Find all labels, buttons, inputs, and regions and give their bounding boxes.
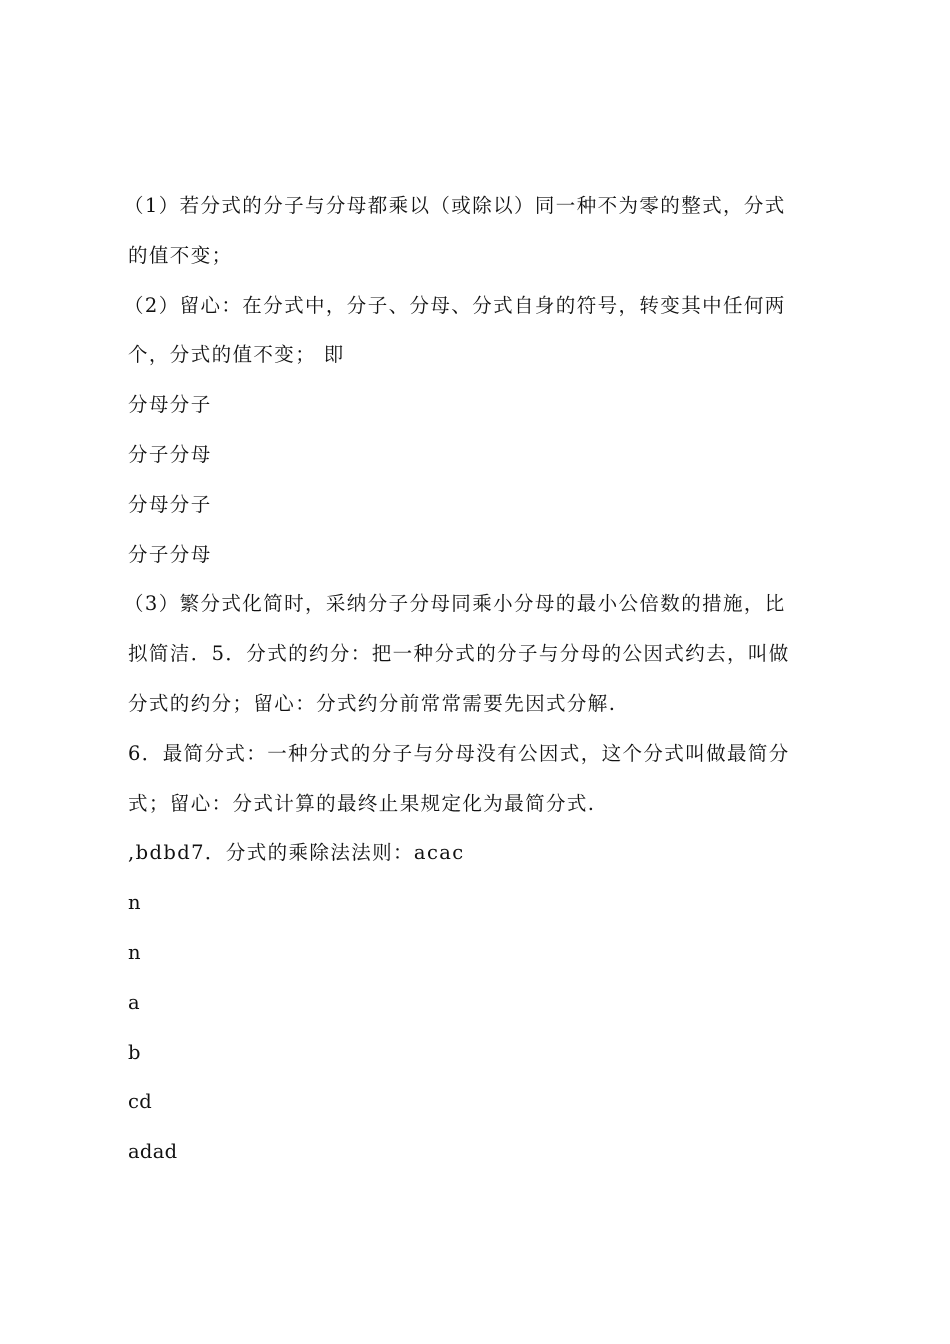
text-line-7: 分母分子 bbox=[128, 492, 212, 516]
text-line-15: n bbox=[128, 891, 141, 915]
text-line-19: cd bbox=[128, 1090, 153, 1114]
text-line-8: 分子分母 bbox=[128, 542, 212, 566]
text-line-11: 分式的约分；留心：分式约分前常常需要先因式分解. bbox=[128, 691, 617, 715]
text-line-13: 式；留心：分式计算的最终止果规定化为最简分式. bbox=[128, 791, 596, 815]
text-line-17: a bbox=[128, 990, 140, 1014]
text-line-3: （2）留心：在分式中，分子、分母、分式自身的符号，转变其中任何两 bbox=[124, 293, 786, 317]
text-line-1: （1）若分式的分子与分母都乘以（或除以）同一种不为零的整式，分式 bbox=[124, 194, 786, 217]
text-line-10: 拟简洁．5．分式的约分：把一种分式的分子与分母的公因式约去，叫做 bbox=[128, 642, 790, 666]
text-line-12: 6．最简分式：一种分式的分子与分母没有公因式，这个分式叫做最简分 bbox=[128, 741, 790, 765]
text-line-2: 的值不变； bbox=[128, 243, 233, 267]
text-line-9: （3）繁分式化简时，采纳分子分母同乘小分母的最小公倍数的措施，比 bbox=[124, 592, 786, 616]
text-line-18: b bbox=[128, 1040, 141, 1064]
text-line-4: 个，分式的值不变； 即 bbox=[128, 343, 345, 367]
text-line-14: ,bdbd7．分式的乘除法法则：acac bbox=[128, 841, 465, 865]
text-line-16: n bbox=[128, 940, 141, 964]
document-body bbox=[124, 181, 830, 1177]
text-line-6: 分子分母 bbox=[128, 442, 212, 466]
text-line-5: 分母分子 bbox=[128, 393, 212, 417]
text-line-20: adad bbox=[128, 1140, 178, 1164]
